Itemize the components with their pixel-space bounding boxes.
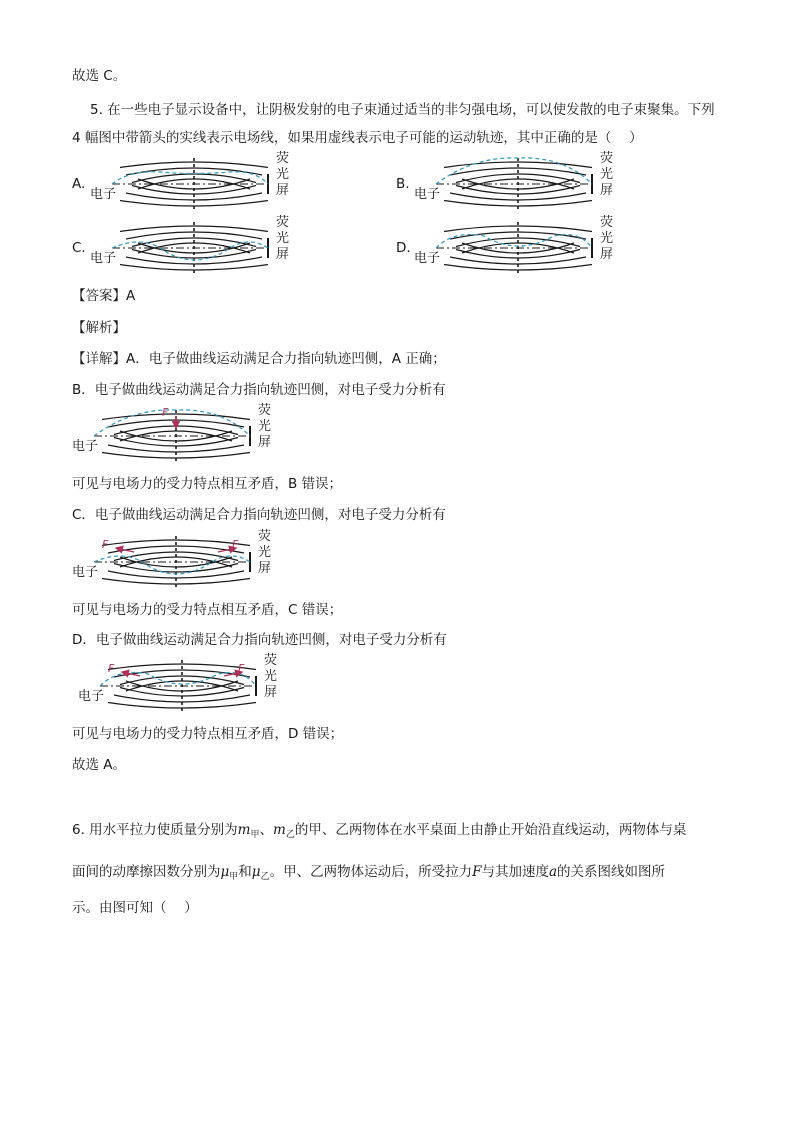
option-c-label: C. xyxy=(72,240,86,256)
screen-label-char: 屏 xyxy=(276,183,290,198)
prev-conclusion: 故选 C。 xyxy=(72,68,127,84)
screen-label-char: 光 xyxy=(258,545,272,560)
figure-option-b xyxy=(414,152,634,216)
q6-text: 。甲、乙两物体运动后，所受拉力 xyxy=(269,864,473,880)
mu-symbol: μ xyxy=(251,864,261,880)
subscript-yi: 乙 xyxy=(285,830,295,840)
force-label: F xyxy=(108,662,115,675)
screen-label-char: 光 xyxy=(258,419,272,434)
screen-label-char: 光 xyxy=(600,231,614,246)
conclusion: 故选 A。 xyxy=(72,757,127,773)
electron-label: 电子 xyxy=(90,251,117,266)
mass-symbol: m xyxy=(273,822,286,838)
force-label: F xyxy=(238,662,245,675)
result-b: 可见与电场力的受力特点相互矛盾，B 错误； xyxy=(72,476,343,492)
option-d-label: D. xyxy=(396,240,411,256)
option-b-label: B. xyxy=(396,176,410,192)
detail-d: D．电子做曲线运动满足合力指向轨迹凹侧，对电子受力分析有 xyxy=(72,632,447,648)
screen-label-char: 荧 xyxy=(600,215,614,230)
acceleration-symbol: a xyxy=(548,864,558,880)
force-symbol: F xyxy=(472,864,482,880)
screen-label-char: 光 xyxy=(264,669,278,684)
force-label: F xyxy=(102,538,109,551)
screen-label-char: 荧 xyxy=(276,151,290,166)
subscript-yi: 乙 xyxy=(260,872,270,882)
screen-label-char: 光 xyxy=(276,167,290,182)
electron-label: 电子 xyxy=(78,689,105,704)
electron-label: 电子 xyxy=(72,565,99,580)
figure-option-c xyxy=(90,216,310,280)
screen-label-char: 屏 xyxy=(276,247,290,262)
screen-label-char: 荧 xyxy=(276,215,290,230)
screen-label-char: 光 xyxy=(600,167,614,182)
electron-label: 电子 xyxy=(414,251,441,266)
answer: 【答案】A xyxy=(72,288,136,304)
screen-label-char: 光 xyxy=(276,231,290,246)
q6-text: 6. 用水平拉力使质量分别为 xyxy=(72,822,238,838)
mass-symbol: m xyxy=(237,822,251,838)
screen-label-char: 屏 xyxy=(264,685,278,700)
figure-option-d xyxy=(414,216,634,280)
q5-stem-line2: 4 幅图中带箭头的实线表示电场线，如果用虚线表示电子可能的运动轨迹，其中正确的是（ ） xyxy=(72,130,643,146)
option-a-label: A. xyxy=(72,176,86,192)
subscript-jia: 甲 xyxy=(250,830,260,840)
figure-option-a xyxy=(90,152,310,216)
q6-text: 的甲、乙两物体在水平桌面上由静止开始沿直线运动，两物体与桌 xyxy=(294,822,687,838)
q5-stem-line1: 5. 在一些电子显示设备中，让阴极发射的电子束通过适当的非匀强电场，可以使发散的电子束聚集。下列 xyxy=(90,102,715,118)
screen-label-char: 荧 xyxy=(600,151,614,166)
screen-label-char: 屏 xyxy=(258,561,272,576)
figure-analysis-b xyxy=(72,404,292,468)
figure-analysis-c xyxy=(72,530,292,594)
force-label: F xyxy=(162,406,169,419)
screen-label-char: 荧 xyxy=(264,653,278,668)
screen-label-char: 荧 xyxy=(258,529,272,544)
electron-label: 电子 xyxy=(90,187,117,202)
detail-c: C．电子做曲线运动满足合力指向轨迹凹侧，对电子受力分析有 xyxy=(72,507,446,523)
result-d: 可见与电场力的受力特点相互矛盾，D 错误； xyxy=(72,726,344,742)
figure-analysis-d xyxy=(78,654,298,718)
q6-text: 的关系图线如图所 xyxy=(557,864,666,880)
screen-label-char: 荧 xyxy=(258,403,272,418)
analysis-heading: 【解析】 xyxy=(72,320,126,336)
screen-label-char: 屏 xyxy=(258,435,272,450)
q6-line1 xyxy=(72,820,686,845)
q6-text: 面间的动摩擦因数分别为 xyxy=(72,864,221,880)
q6-text: 和 xyxy=(238,864,252,880)
electron-label: 电子 xyxy=(72,439,99,454)
force-label: F xyxy=(232,538,239,551)
screen-label-char: 屏 xyxy=(600,247,614,262)
q6-line2 xyxy=(72,862,665,887)
result-c: 可见与电场力的受力特点相互矛盾，C 错误； xyxy=(72,602,343,618)
screen-label-char: 屏 xyxy=(600,183,614,198)
q6-text: 与其加速度 xyxy=(481,864,549,880)
electron-label: 电子 xyxy=(414,187,441,202)
separator: 、 xyxy=(259,822,273,838)
detail-b: B．电子做曲线运动满足合力指向轨迹凹侧，对电子受力分析有 xyxy=(72,382,446,398)
detail-a: 【详解】A．电子做曲线运动满足合力指向轨迹凹侧，A 正确； xyxy=(72,351,446,367)
mu-symbol: μ xyxy=(220,864,230,880)
subscript-jia: 甲 xyxy=(229,872,239,882)
q6-line3: 示。由图可知（ ） xyxy=(72,900,198,916)
